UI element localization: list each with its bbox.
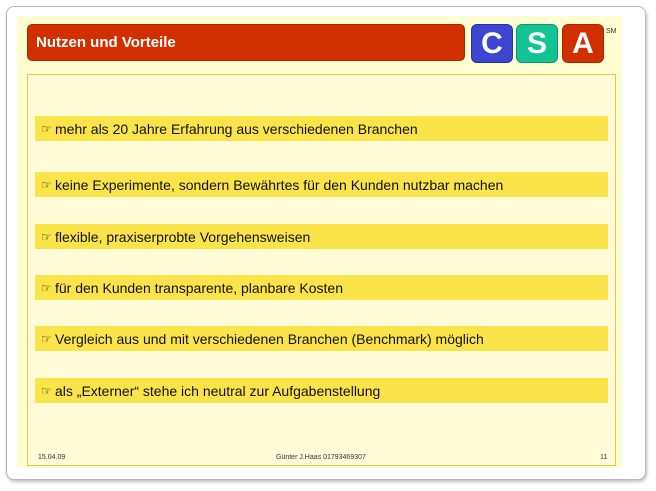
bullet-text: mehr als 20 Jahre Erfahrung aus verschiedenen Branchen xyxy=(55,120,418,137)
bullet-item xyxy=(35,326,608,351)
bullet-item xyxy=(35,172,608,197)
footer-date: 15.04.09 xyxy=(38,454,66,461)
bullet-text: flexible, praxiserprobte Vorgehensweisen xyxy=(55,228,311,245)
footer-page-number: 11 xyxy=(600,454,608,461)
pointing-hand-icon: ☞ xyxy=(41,331,52,346)
bullet-item xyxy=(35,224,608,249)
logo-letter-c: C xyxy=(471,24,513,63)
pointing-hand-icon: ☞ xyxy=(41,383,52,398)
bullet-text: als „Externer“ stehe ich neutral zur Aufgabenstellung xyxy=(55,382,381,399)
pointing-hand-icon: ☞ xyxy=(41,280,52,295)
pointing-hand-icon: ☞ xyxy=(41,229,52,244)
bullet-text: Vergleich aus und mit verschiedenen Branchen (Benchmark) möglich xyxy=(55,330,484,347)
service-mark: SM xyxy=(606,28,617,35)
logo-letter-s: S xyxy=(516,24,558,63)
bullet-item xyxy=(35,378,608,403)
pointing-hand-icon: ☞ xyxy=(41,121,52,136)
bullet-text: keine Experimente, sondern Bewährtes für den Kunden nutzbar machen xyxy=(55,176,504,193)
logo-letter-a: A xyxy=(562,24,604,63)
bullet-item xyxy=(35,275,608,300)
pointing-hand-icon: ☞ xyxy=(41,177,52,192)
bullet-item xyxy=(35,116,608,141)
bullet-text: für den Kunden transparente, planbare Kosten xyxy=(55,279,343,296)
slide-title-text: Nutzen und Vorteile xyxy=(36,34,176,51)
slide-title xyxy=(27,24,465,61)
footer-author: Günter J.Haas 01793469307 xyxy=(276,454,366,461)
